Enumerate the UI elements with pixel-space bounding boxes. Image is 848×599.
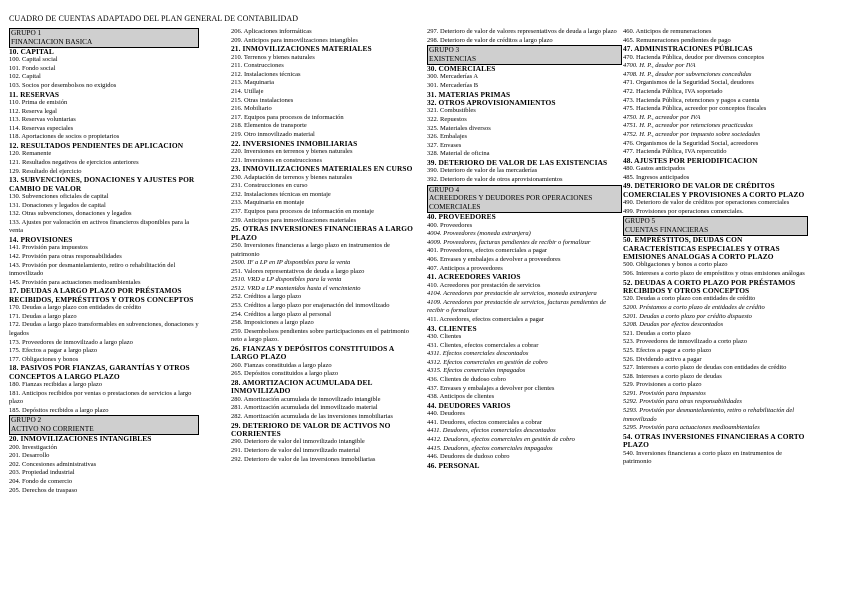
account-line: 132. Otras subvenciones, donaciones y legados bbox=[9, 210, 132, 218]
group-name: ACREEDORES Y DEUDORES POR OPERACIONES COMERCIALES bbox=[427, 194, 622, 213]
subgroup-heading: 11. RESERVAS bbox=[9, 89, 60, 99]
subaccount-line: 2500. IF a LP en IP disponibles para la venta bbox=[231, 259, 351, 267]
account-line: 328. Material de oficina bbox=[427, 150, 490, 158]
account-line: 114. Reservas especiales bbox=[9, 124, 74, 132]
subgroup-heading: 39. DETERIORO DE VALOR DE LAS EXISTENCIAS bbox=[427, 157, 608, 167]
subgroup-heading: 22. INVERSIONES INMOBILIARIAS bbox=[231, 138, 358, 148]
group-name: FINANCIACION BASICA bbox=[9, 38, 199, 48]
subgroup-heading: 23. INMOVILIZACIONES MATERIALES EN CURSO bbox=[231, 164, 413, 174]
account-line: 220. Inversiones en terrenos y bienes naturales bbox=[231, 147, 353, 155]
subaccount-line: 5201. Deudas a corto plazo por crédito dispuesto bbox=[623, 312, 752, 320]
account-line: 142. Provisión para otras responsabilidades bbox=[9, 252, 122, 260]
chart-of-accounts bbox=[9, 28, 839, 595]
account-line: 209. Anticipos para inmovilizaciones intangibles bbox=[231, 36, 358, 44]
account-line: 121. Resultados negativos de ejercicios anteriores bbox=[9, 158, 139, 166]
account-line: 431. Clientes, efectos comerciales a cobrar bbox=[427, 341, 539, 349]
column-2 bbox=[231, 28, 416, 595]
account-line: 221. Inversiones en construcciones bbox=[231, 156, 322, 164]
group-number: GRUPO 5 bbox=[623, 216, 808, 226]
account-line: 112. Reserva legal bbox=[9, 107, 57, 115]
account-line: 217. Equipos para procesos de información bbox=[231, 113, 344, 121]
account-line: 120. Remanente bbox=[9, 150, 52, 158]
account-line: 480. Gastos anticipados bbox=[623, 165, 685, 173]
subgroup-heading: 20. INMOVILIZACIONES INTANGIBLES bbox=[9, 434, 152, 444]
account-line: 430. Clientes bbox=[427, 333, 462, 341]
account-line: 254. Créditos a largo plazo al personal bbox=[231, 310, 332, 318]
subaccount-line: 4752. H. P., acreedor por impuesto sobre sociedades bbox=[623, 130, 761, 138]
subgroup-heading: 41. ACREEDORES VARIOS bbox=[427, 272, 521, 282]
account-line: 253. Créditos a largo plazo por enajenación del inmovilizado bbox=[231, 302, 390, 310]
subgroup-heading: 48. AJUSTES POR PERIODIFICACION bbox=[623, 155, 758, 165]
subaccount-line: 4415. Deudores, efectos comerciales impagados bbox=[427, 444, 553, 452]
account-line: 473. Hacienda Pública, retenciones y pagos a cuenta bbox=[623, 96, 760, 104]
account-line: 476. Organismos de la Seguridad Social, acreedores bbox=[623, 139, 759, 147]
account-line: 143. Provisión por desmantelamiento, retiro o rehabilitación del inmovilizado bbox=[9, 261, 176, 278]
subgroup-heading: 43. CLIENTES bbox=[427, 323, 477, 333]
account-line: 218. Elementos de transporte bbox=[231, 122, 307, 130]
account-line: 325. Materiales diversos bbox=[427, 124, 491, 132]
subaccount-line: 2512. VRD a LP mantenidos hasta el vencimiento bbox=[231, 284, 361, 292]
subgroup-heading: 14. PROVISIONES bbox=[9, 234, 73, 244]
subaccount-line: 4750. H. P., acreedor por IVA bbox=[623, 113, 701, 121]
subgroup-heading: 54. OTRAS INVERSIONES FINANCIERAS A CORTO PLAZO bbox=[623, 431, 805, 450]
account-line: 321. Combustibles bbox=[427, 107, 476, 115]
subgroup-heading: 21. INMOVILIZACIONES MATERIALES bbox=[231, 44, 372, 54]
account-line: 259. Desembolsos pendientes sobre participaciones en el patrimonio neto a largo plazo. bbox=[231, 327, 409, 344]
subaccount-line: 4311. Efectos comerciales descontados bbox=[427, 350, 529, 358]
account-line: 102. Capital bbox=[9, 73, 41, 81]
subaccount-line: 5291. Provisión para impuestos bbox=[623, 389, 706, 397]
subaccount-line: 5208. Deudas por efectos descontados bbox=[623, 321, 724, 329]
group-number: GRUPO 2 bbox=[9, 415, 199, 425]
account-line: 291. Deterioro de valor del inmovilizado material bbox=[231, 447, 361, 455]
account-line: 465. Remuneraciones pendientes de pago bbox=[623, 36, 731, 44]
subaccount-line: 4315. Efectos comerciales impagados bbox=[427, 367, 526, 375]
account-line: 485. Ingresos anticipados bbox=[623, 173, 690, 181]
subgroup-heading: 46. PERSONAL bbox=[427, 460, 480, 470]
account-line: 205. Derechos de traspaso bbox=[9, 486, 78, 494]
subaccount-line: 4109. Acreedores por prestación de servicios, facturas pendientes de recibir o formalizar bbox=[427, 298, 606, 315]
account-line: 239. Anticipos para inmovilizaciones materiales bbox=[231, 216, 357, 224]
account-line: 292. Deterioro de valor de las inversiones inmobiliarias bbox=[231, 455, 376, 463]
account-line: 177. Obligaciones y bonos bbox=[9, 355, 79, 363]
subgroup-heading: 47. ADMINISTRACIONES PÚBLICAS bbox=[623, 44, 753, 54]
account-line: 290. Deterioro de valor del inmovilizado intangible bbox=[231, 438, 365, 446]
subgroup-heading: 40. PROVEEDORES bbox=[427, 212, 496, 222]
account-line: 201. Desarrollo bbox=[9, 452, 50, 460]
account-line: 440. Deudores bbox=[427, 410, 465, 418]
account-line: 326. Embalajes bbox=[427, 133, 468, 141]
account-line: 327. Envases bbox=[427, 141, 462, 149]
account-line: 232. Instalaciones técnicas en montaje bbox=[231, 190, 331, 198]
column-3 bbox=[427, 28, 622, 595]
account-line: 250. Inversiones financieras a largo plazo en instrumentos de patrimonio bbox=[231, 241, 390, 258]
subaccount-line: 4411. Deudores, efectos comerciales descontados bbox=[427, 427, 556, 435]
account-line: 131. Donaciones y legados de capital bbox=[9, 201, 106, 209]
subaccount-line: 4004. Proveedores (moneda extranjera) bbox=[427, 230, 531, 238]
account-line: 490. Deterioro de valor de créditos por operaciones comerciales bbox=[623, 199, 790, 207]
account-line: 446. Deudores de dudoso cobro bbox=[427, 453, 510, 461]
account-line: 499. Provisiones por operaciones comerciales. bbox=[623, 207, 744, 215]
account-line: 527. Intereses a corto plazo de deudas con entidades de crédito bbox=[623, 364, 787, 372]
account-line: 390. Deterioro de valor de las mercaderías bbox=[427, 167, 538, 175]
account-line: 202. Concesiones administrativas bbox=[9, 460, 97, 468]
subgroup-heading: 13. SUBVENCIONES, DONACIONES Y AJUSTES POR CAMBIO DE VALOR bbox=[9, 175, 195, 193]
account-line: 237. Equipos para procesos de información en montaje bbox=[231, 207, 374, 215]
account-line: 525. Efectos a pagar a corto plazo bbox=[623, 346, 712, 354]
subaccount-line: 5200. Préstamos a corto plazo de entidades de crédito bbox=[623, 303, 765, 311]
subgroup-heading: 10. CAPITAL bbox=[9, 46, 54, 56]
subgroup-heading: 31. MATERIAS PRIMAS bbox=[427, 89, 511, 99]
account-line: 252. Créditos a largo plazo bbox=[231, 293, 302, 301]
subgroup-heading: 32. OTROS APROVISIONAMIENTOS bbox=[427, 98, 556, 107]
account-line: 282. Amortización acumulada de las inversiones inmobiliarias bbox=[231, 413, 393, 421]
subgroup-heading: 28. AMORTIZACION ACUMULADA DEL INMOVILIZADO bbox=[231, 378, 373, 396]
subaccount-line: 5293. Provisión por desmantelamiento, retiro o rehabilitación del inmovilizado bbox=[623, 407, 795, 423]
account-line: 406. Envases y embalajes a devolver a proveedores bbox=[427, 256, 561, 264]
account-line: 258. Imposiciones a largo plazo bbox=[231, 319, 314, 327]
account-line: 436. Clientes de dudoso cobro bbox=[427, 376, 506, 383]
account-line: 251. Valores representativos de deuda a largo plazo bbox=[231, 267, 365, 275]
subaccount-line: 4104. Acreedores por prestación de servicios, moneda extranjera bbox=[427, 290, 597, 298]
account-line: 298. Deterioro de valor de créditos a largo plazo bbox=[427, 36, 553, 44]
account-line: 400. Proveedores bbox=[427, 221, 473, 229]
account-line: 170. Deudas a largo plazo con entidades de crédito bbox=[9, 304, 142, 312]
account-line: 410. Acreedores por prestación de servicios bbox=[427, 281, 541, 289]
account-line: 529. Provisiones a corto plazo bbox=[623, 381, 702, 389]
account-line: 230. Adaptación de terrenos y bienes naturales bbox=[231, 173, 353, 181]
column-1 bbox=[9, 28, 199, 595]
subgroup-heading: 49. DETERIORO DE VALOR DE CRÉDITOS COMERCIALES Y PROVISIONES A CORTO PLAZO bbox=[623, 181, 805, 199]
account-line: 206. Aplicaciones informáticas bbox=[231, 28, 312, 35]
subgroup-heading: 17. DEUDAS A LARGO PLAZO POR PRÉSTAMOS RECIBIDOS, EMPRÉSTITOS Y OTROS CONCEPTOS bbox=[9, 286, 194, 304]
account-line: 523. Proveedores de inmovilizado a corto plazo bbox=[623, 338, 748, 346]
subgroup-heading: 44. DEUDORES VARIOS bbox=[427, 400, 511, 410]
account-line: 171. Deudas a largo plazo bbox=[9, 312, 77, 320]
account-line: 204. Fondo de comercio bbox=[9, 478, 73, 486]
subaccount-line: 4708. H. P., deudor por subvenciones concedidas bbox=[623, 70, 752, 78]
subgroup-heading: 25. OTRAS INVERSIONES FINANCIERAS A LARGO PLAZO bbox=[231, 224, 413, 242]
account-line: 214. Utillaje bbox=[231, 87, 264, 95]
account-line: 281. Amortización acumulada del inmovilizado material bbox=[231, 404, 378, 412]
account-line: 540. Inversiones financieras a corto plazo en instrumentos de patrimonio bbox=[623, 449, 783, 466]
account-line: 233. Maquinaria en montaje bbox=[231, 199, 305, 207]
account-line: 477. Hacienda Pública, IVA repercutido bbox=[623, 148, 727, 156]
subgroup-heading: 52. DEUDAS A CORTO PLAZO POR PRÉSTAMOS RECIBIDOS Y OTROS CONCEPTOS bbox=[623, 277, 796, 295]
subaccount-line: 4700. H. P., deudor por IVA bbox=[623, 62, 696, 70]
account-line: 260. Fianzas constituidas a largo plazo bbox=[231, 361, 332, 369]
account-line: 441. Deudores, efectos comerciales a cobrar bbox=[427, 418, 542, 426]
account-line: 141. Provisión para impuestos bbox=[9, 244, 88, 252]
account-line: 297. Deterioro de valor de valores representativos de deuda a largo plazo bbox=[427, 28, 617, 35]
account-line: 213. Maquinaria bbox=[231, 79, 274, 87]
subaccount-line: 5295. Provisión para actuaciones medioambientales bbox=[623, 424, 760, 432]
account-line: 470. Hacienda Pública, deudor por diversos conceptos bbox=[623, 53, 765, 61]
group-number: GRUPO 4 bbox=[427, 185, 622, 195]
account-line: 265. Depósitos constituidos a largo plazo bbox=[231, 370, 339, 378]
subaccount-line: 2510. VRD a LP disponibles para la venta bbox=[231, 276, 342, 284]
subaccount-line: 4009. Proveedores, facturas pendientes de recibir o formalizar bbox=[427, 238, 591, 246]
account-line: 472. Hacienda Pública, IVA soportado bbox=[623, 87, 723, 95]
account-line: 215. Otras instalaciones bbox=[231, 96, 294, 104]
account-line: 175. Efectos a pagar a largo plazo bbox=[9, 347, 98, 355]
subaccount-line: 4312. Efectos comerciales en gestión de cobro bbox=[427, 358, 548, 366]
group-name: CUENTAS FINANCIERAS bbox=[623, 226, 808, 236]
account-line: 130. Subvenciones oficiales de capital bbox=[9, 192, 109, 200]
account-line: 411. Acreedores, efectos comerciales a pagar bbox=[427, 316, 544, 324]
subaccount-line: 4751. H. P., acreedor por retenciones practicadas bbox=[623, 122, 753, 130]
account-line: 100. Capital social bbox=[9, 56, 58, 64]
account-line: 300. Mercaderías A bbox=[427, 73, 479, 81]
group-name: ACTIVO NO CORRIENTE bbox=[9, 425, 199, 435]
subgroup-heading: 30. COMERCIALES bbox=[427, 64, 496, 73]
account-line: 210. Terrenos y bienes naturales bbox=[231, 53, 315, 61]
account-line: 103. Socios por desembolsos no exigidos bbox=[9, 82, 117, 89]
account-line: 180. Fianzas recibidas a largo plazo bbox=[9, 381, 103, 389]
account-line: 401. Proveedores, efectos comerciales a pagar bbox=[427, 247, 548, 255]
account-line: 521. Deudas a corto plazo bbox=[623, 329, 691, 337]
account-line: 212. Instalaciones técnicas bbox=[231, 70, 301, 78]
account-line: 475. Hacienda Pública, acreedor por conceptos fiscales bbox=[623, 105, 767, 113]
account-line: 438. Anticipos de clientes bbox=[427, 393, 495, 401]
account-line: 528. Intereses a corto plazo de deudas bbox=[623, 372, 722, 380]
subaccount-line: 5292. Provisión para otras responsabilidades bbox=[623, 398, 742, 406]
account-line: 301. Mercaderías B bbox=[427, 82, 479, 89]
account-line: 231. Construcciones en curso bbox=[231, 182, 308, 190]
account-line: 280. Amortización acumulada de inmovilizado intangible bbox=[231, 395, 381, 403]
account-line: 506. Intereses a corto plazo de empréstitos y otras emisiones análogas bbox=[623, 269, 805, 277]
account-line: 526. Dividendo activo a pagar bbox=[623, 355, 702, 363]
subgroup-heading: 26. FIANZAS Y DEPÓSITOS CONSTITUIDOS A LARGO PLAZO bbox=[231, 344, 394, 362]
account-line: 145. Provisión para actuaciones medioambientales bbox=[9, 278, 141, 286]
subgroup-heading: 12. RESULTADOS PENDIENTES DE APLICACION bbox=[9, 140, 184, 150]
account-line: 520. Deudas a corto plazo con entidades de crédito bbox=[623, 295, 756, 303]
subaccount-line: 4412. Deudores, efectos comerciales en gestión de cobro bbox=[427, 435, 575, 443]
account-line: 200. Investigación bbox=[9, 443, 58, 451]
account-line: 500. Obligaciones y bonos a corto plazo bbox=[623, 261, 728, 269]
group-number: GRUPO 3 bbox=[427, 45, 622, 55]
account-line: 118. Aportaciones de socios o propietarios bbox=[9, 133, 120, 141]
account-line: 181. Anticipos recibidos por ventas o prestaciones de servicios a largo plazo bbox=[9, 389, 192, 406]
account-line: 113. Reservas voluntarias bbox=[9, 116, 76, 124]
page-title: CUADRO DE CUENTAS ADAPTADO DEL PLAN GENERAL DE CONTABILIDAD bbox=[9, 14, 299, 23]
account-line: 172. Deudas a largo plazo transformables en subvenciones, donaciones y legados bbox=[9, 321, 199, 337]
account-line: 110. Prima de emisión bbox=[9, 99, 68, 106]
account-line: 460. Anticipos de remuneraciones bbox=[623, 28, 712, 35]
account-line: 129. Resultado del ejercicio bbox=[9, 167, 82, 175]
account-line: 407. Anticipos a proveedores bbox=[427, 264, 503, 272]
subgroup-heading: 18. PASIVOS POR FIANZAS, GARANTÍAS Y OTROS CONCEPTOS A LARGO PLAZO bbox=[9, 363, 190, 381]
account-line: 392. Deterioro de valor de otros aprovisionamientos bbox=[427, 175, 563, 183]
column-4 bbox=[623, 28, 808, 595]
account-line: 216. Mobiliario bbox=[231, 105, 272, 113]
account-line: 203. Propiedad industrial bbox=[9, 469, 75, 477]
account-line: 133. Ajustes por valoración en activos financieros disponibles para la venta bbox=[9, 218, 190, 235]
account-line: 219. Otro inmovilizado material bbox=[231, 130, 315, 138]
account-line: 185. Depósitos recibidos a largo plazo bbox=[9, 406, 109, 414]
account-line: 173. Proveedores de inmovilizado a largo plazo bbox=[9, 338, 133, 346]
account-line: 437. Envases y embalajes a devolver por clientes bbox=[427, 384, 555, 392]
account-line: 211. Construcciones bbox=[231, 62, 284, 70]
group-number: GRUPO 1 bbox=[9, 28, 199, 38]
group-name: EXISTENCIAS bbox=[427, 55, 622, 65]
subgroup-heading: 50. EMPRÉSTITOS, DEUDAS CON CARACTERÍSTICAS ESPECIALES Y OTRAS EMISIONES ANALOGAS A CORTO PLAZO bbox=[623, 235, 780, 261]
account-line: 471. Organismos de la Seguridad Social, deudores bbox=[623, 79, 754, 87]
account-line: 101. Fondo social bbox=[9, 64, 56, 72]
subgroup-heading: 29. DETERIORO DE VALOR DE ACTIVOS NO CORRIENTES bbox=[231, 420, 391, 439]
account-line: 322. Repuestos bbox=[427, 116, 467, 123]
